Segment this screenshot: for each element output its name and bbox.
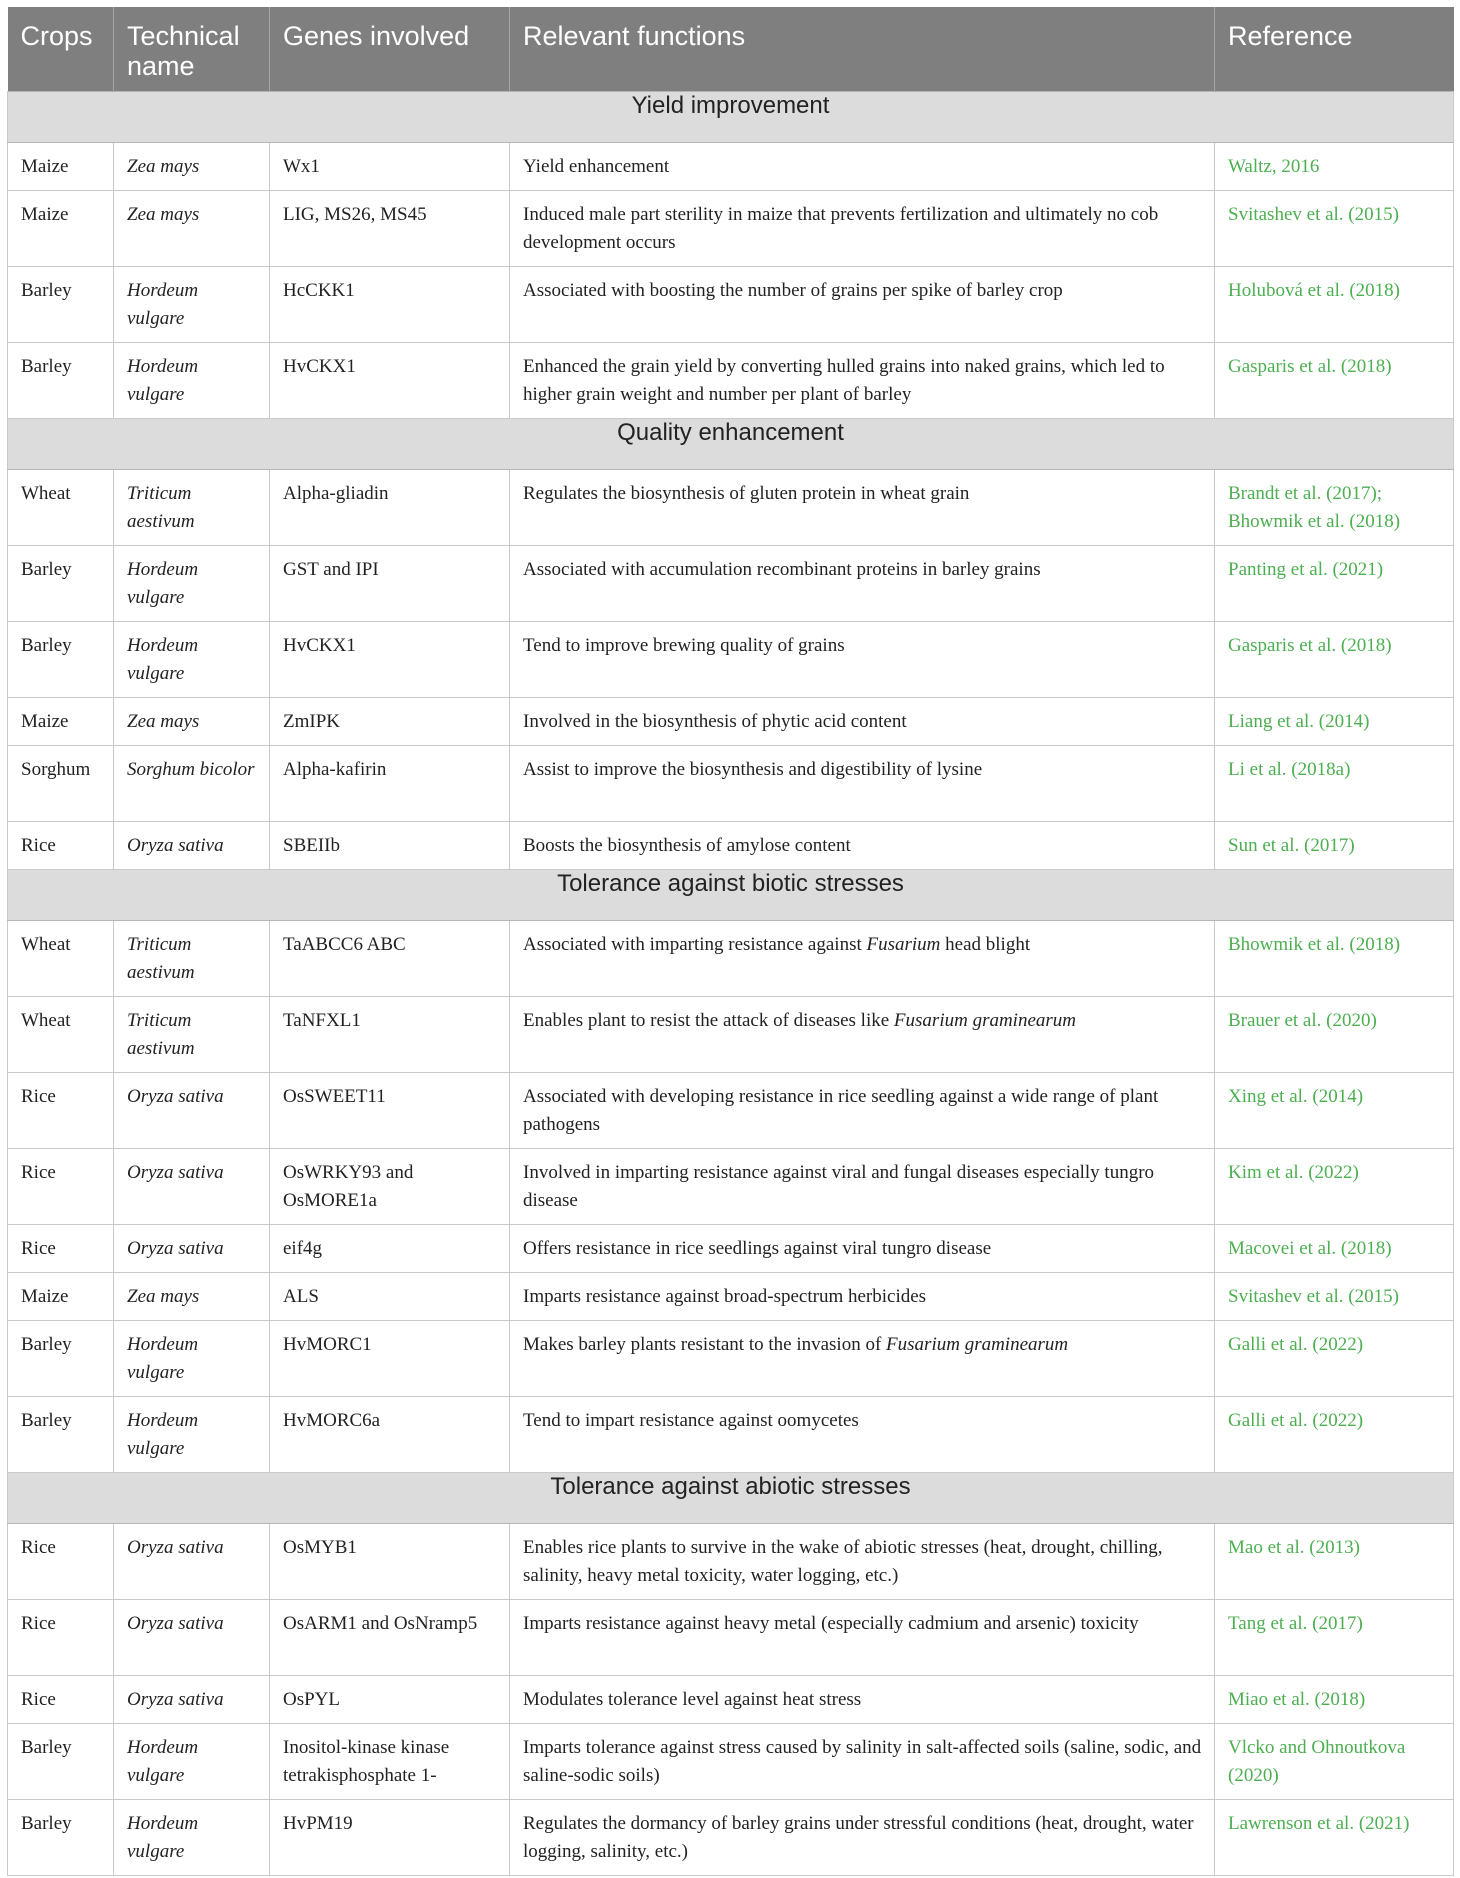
- table-row: [8, 343, 1454, 419]
- cell-crop: Rice: [8, 1600, 114, 1676]
- cell-reference-link[interactable]: Bhowmik et al. (2018): [1215, 921, 1454, 997]
- function-text: Makes barley plants resistant to the invasion of: [523, 1334, 887, 1355]
- cell-crop: Barley: [8, 622, 114, 698]
- cell-genes: HvPM19: [270, 1800, 510, 1876]
- cell-genes: HvCKX1: [270, 343, 510, 419]
- section-title: Tolerance against abiotic stresses: [8, 1473, 1454, 1524]
- cell-reference-link[interactable]: Galli et al. (2022): [1215, 1321, 1454, 1397]
- cell-function: Regulates the dormancy of barley grains under stressful conditions (heat, drought, water logging, salinity, etc.): [510, 1800, 1215, 1876]
- section-row: [8, 870, 1454, 921]
- table-row: [8, 1524, 1454, 1600]
- cell-genes: ZmIPK: [270, 698, 510, 746]
- table-row: [8, 1800, 1454, 1876]
- cell-technical-name: Oryza sativa: [114, 1225, 270, 1273]
- cell-function: Imparts resistance against heavy metal (especially cadmium and arsenic) toxicity: [510, 1600, 1215, 1676]
- cell-crop: Sorghum: [8, 746, 114, 822]
- cell-crop: Rice: [8, 1149, 114, 1225]
- cell-reference-link[interactable]: Vlcko and Ohnoutkova (2020): [1215, 1724, 1454, 1800]
- cell-technical-name: Hordeum vulgare: [114, 622, 270, 698]
- cell-genes: OsMYB1: [270, 1524, 510, 1600]
- cell-crop: Rice: [8, 822, 114, 870]
- cell-crop: Maize: [8, 698, 114, 746]
- cell-technical-name: Zea mays: [114, 1273, 270, 1321]
- cell-function: Associated with boosting the number of grains per spike of barley crop: [510, 267, 1215, 343]
- cell-technical-name: Hordeum vulgare: [114, 267, 270, 343]
- cell-reference-link[interactable]: Xing et al. (2014): [1215, 1073, 1454, 1149]
- cell-crop: Rice: [8, 1524, 114, 1600]
- cell-reference-link[interactable]: Brandt et al. (2017); Bhowmik et al. (2018): [1215, 470, 1454, 546]
- table-row: [8, 921, 1454, 997]
- cell-genes: eif4g: [270, 1225, 510, 1273]
- cell-reference-link[interactable]: Kim et al. (2022): [1215, 1149, 1454, 1225]
- cell-reference-link[interactable]: Miao et al. (2018): [1215, 1676, 1454, 1724]
- cell-reference-link[interactable]: Galli et al. (2022): [1215, 1397, 1454, 1473]
- cell-genes: LIG, MS26, MS45: [270, 191, 510, 267]
- table-row: [8, 470, 1454, 546]
- cell-genes: Alpha-kafirin: [270, 746, 510, 822]
- cell-genes: Alpha-gliadin: [270, 470, 510, 546]
- function-italic-text: Fusarium: [866, 934, 941, 955]
- cell-genes: Inositol-kinase kinase tetrakisphosphate 1-: [270, 1724, 510, 1800]
- cell-crop: Barley: [8, 267, 114, 343]
- section-row: [8, 1473, 1454, 1524]
- cell-crop: Barley: [8, 1321, 114, 1397]
- cell-function: Associated with accumulation recombinant proteins in barley grains: [510, 546, 1215, 622]
- header-row: [8, 7, 1454, 92]
- header-technical-name: Technical name: [114, 7, 270, 92]
- table-row: [8, 143, 1454, 191]
- cell-crop: Rice: [8, 1225, 114, 1273]
- cell-function: Imparts tolerance against stress caused by salinity in salt-affected soils (saline, sodic, and saline-sodic soils): [510, 1724, 1215, 1800]
- cell-reference-link[interactable]: Li et al. (2018a): [1215, 746, 1454, 822]
- table-row: [8, 1273, 1454, 1321]
- function-text: Enables plant to resist the attack of diseases like: [523, 1010, 894, 1031]
- cell-genes: HvMORC6a: [270, 1397, 510, 1473]
- cell-crop: Wheat: [8, 921, 114, 997]
- cell-genes: ALS: [270, 1273, 510, 1321]
- cell-function: Involved in imparting resistance against viral and fungal diseases especially tungro disease: [510, 1149, 1215, 1225]
- cell-function: [510, 921, 1215, 997]
- cell-technical-name: Hordeum vulgare: [114, 546, 270, 622]
- cell-reference-link[interactable]: Waltz, 2016: [1215, 143, 1454, 191]
- cell-reference-link[interactable]: Liang et al. (2014): [1215, 698, 1454, 746]
- cell-genes: GST and IPI: [270, 546, 510, 622]
- header-functions: Relevant functions: [510, 7, 1215, 92]
- cell-technical-name: Triticum aestivum: [114, 470, 270, 546]
- header-reference: Reference: [1215, 7, 1454, 92]
- cell-function: Induced male part sterility in maize that prevents fertilization and ultimately no cob development occurs: [510, 191, 1215, 267]
- table-row: [8, 1149, 1454, 1225]
- cell-function: Modulates tolerance level against heat stress: [510, 1676, 1215, 1724]
- cell-reference-link[interactable]: Gasparis et al. (2018): [1215, 343, 1454, 419]
- cell-reference-link[interactable]: Tang et al. (2017): [1215, 1600, 1454, 1676]
- table-row: [8, 1321, 1454, 1397]
- cell-crop: Maize: [8, 1273, 114, 1321]
- cell-technical-name: Oryza sativa: [114, 822, 270, 870]
- cell-crop: Rice: [8, 1676, 114, 1724]
- cell-function: [510, 997, 1215, 1073]
- table-row: [8, 1676, 1454, 1724]
- cell-genes: OsARM1 and OsNramp5: [270, 1600, 510, 1676]
- cell-crop: Barley: [8, 1724, 114, 1800]
- cell-reference-link[interactable]: Gasparis et al. (2018): [1215, 622, 1454, 698]
- cell-crop: Wheat: [8, 997, 114, 1073]
- function-italic-text: Fusarium graminearum: [893, 1010, 1077, 1031]
- function-text: head blight: [940, 934, 1031, 955]
- cell-technical-name: Oryza sativa: [114, 1149, 270, 1225]
- cell-function: Enables rice plants to survive in the wake of abiotic stresses (heat, drought, chilling, salinity, heavy metal toxicity, water logging, etc.): [510, 1524, 1215, 1600]
- cell-genes: SBEIIb: [270, 822, 510, 870]
- table-row: [8, 698, 1454, 746]
- header-crops: Crops: [8, 7, 114, 92]
- table-row: [8, 1724, 1454, 1800]
- section-title: Quality enhancement: [8, 419, 1454, 470]
- cell-reference-link[interactable]: Svitashev et al. (2015): [1215, 191, 1454, 267]
- cell-genes: HcCKK1: [270, 267, 510, 343]
- table-row: [8, 622, 1454, 698]
- function-italic-text: Fusarium graminearum: [886, 1334, 1069, 1355]
- section-title: Yield improvement: [8, 92, 1454, 143]
- cell-technical-name: Oryza sativa: [114, 1600, 270, 1676]
- cell-technical-name: Hordeum vulgare: [114, 1321, 270, 1397]
- cell-technical-name: Triticum aestivum: [114, 997, 270, 1073]
- cell-crop: Rice: [8, 1073, 114, 1149]
- cell-function: Tend to impart resistance against oomycetes: [510, 1397, 1215, 1473]
- cell-genes: OsSWEET11: [270, 1073, 510, 1149]
- section-row: [8, 419, 1454, 470]
- cell-genes: TaABCC6 ABC: [270, 921, 510, 997]
- cell-technical-name: Hordeum vulgare: [114, 1397, 270, 1473]
- cell-genes: Wx1: [270, 143, 510, 191]
- cell-technical-name: Zea mays: [114, 143, 270, 191]
- cell-reference-link[interactable]: Panting et al. (2021): [1215, 546, 1454, 622]
- table-row: [8, 1600, 1454, 1676]
- table-row: [8, 267, 1454, 343]
- cell-genes: HvMORC1: [270, 1321, 510, 1397]
- cell-technical-name: Sorghum bicolor: [114, 746, 270, 822]
- cell-function: Associated with developing resistance in rice seedling against a wide range of plant pathogens: [510, 1073, 1215, 1149]
- cell-technical-name: Triticum aestivum: [114, 921, 270, 997]
- cell-genes: OsWRKY93 and OsMORE1a: [270, 1149, 510, 1225]
- cell-technical-name: Oryza sativa: [114, 1073, 270, 1149]
- cell-function: Involved in the biosynthesis of phytic acid content: [510, 698, 1215, 746]
- cell-genes: TaNFXL1: [270, 997, 510, 1073]
- section-row: [8, 92, 1454, 143]
- cell-technical-name: Zea mays: [114, 191, 270, 267]
- cell-technical-name: Oryza sativa: [114, 1524, 270, 1600]
- cell-crop: Barley: [8, 1800, 114, 1876]
- header-genes: Genes involved: [270, 7, 510, 92]
- cell-function: Yield enhancement: [510, 143, 1215, 191]
- cell-crop: Barley: [8, 1397, 114, 1473]
- table-row: [8, 822, 1454, 870]
- cell-crop: Barley: [8, 343, 114, 419]
- table-row: [8, 546, 1454, 622]
- table-row: [8, 191, 1454, 267]
- table-row: [8, 746, 1454, 822]
- cell-function: Regulates the biosynthesis of gluten protein in wheat grain: [510, 470, 1215, 546]
- cell-crop: Maize: [8, 143, 114, 191]
- cell-technical-name: Oryza sativa: [114, 1676, 270, 1724]
- cell-crop: Barley: [8, 546, 114, 622]
- table-row: [8, 1397, 1454, 1473]
- cell-function: Enhanced the grain yield by converting hulled grains into naked grains, which led to higher grain weight and number per plant of barley: [510, 343, 1215, 419]
- cell-crop: Maize: [8, 191, 114, 267]
- cell-genes: OsPYL: [270, 1676, 510, 1724]
- cell-function: [510, 1321, 1215, 1397]
- cell-genes: HvCKX1: [270, 622, 510, 698]
- cell-reference-link[interactable]: Sun et al. (2017): [1215, 822, 1454, 870]
- table-row: [8, 997, 1454, 1073]
- cell-function: Tend to improve brewing quality of grains: [510, 622, 1215, 698]
- cell-reference-link[interactable]: Svitashev et al. (2015): [1215, 1273, 1454, 1321]
- cell-reference-link[interactable]: Mao et al. (2013): [1215, 1524, 1454, 1600]
- cell-reference-link[interactable]: Lawrenson et al. (2021): [1215, 1800, 1454, 1876]
- cell-function: Assist to improve the biosynthesis and digestibility of lysine: [510, 746, 1215, 822]
- table-row: [8, 1225, 1454, 1273]
- cell-function: Offers resistance in rice seedlings against viral tungro disease: [510, 1225, 1215, 1273]
- cell-crop: Wheat: [8, 470, 114, 546]
- cell-technical-name: Hordeum vulgare: [114, 343, 270, 419]
- cell-function: Imparts resistance against broad-spectrum herbicides: [510, 1273, 1215, 1321]
- cell-technical-name: Hordeum vulgare: [114, 1724, 270, 1800]
- cell-technical-name: Zea mays: [114, 698, 270, 746]
- section-title: Tolerance against biotic stresses: [8, 870, 1454, 921]
- gene-table: [7, 7, 1454, 1876]
- cell-reference-link[interactable]: Brauer et al. (2020): [1215, 997, 1454, 1073]
- table-row: [8, 1073, 1454, 1149]
- function-text: Associated with imparting resistance against: [523, 934, 867, 955]
- cell-function: Boosts the biosynthesis of amylose content: [510, 822, 1215, 870]
- cell-reference-link[interactable]: Holubová et al. (2018): [1215, 267, 1454, 343]
- cell-reference-link[interactable]: Macovei et al. (2018): [1215, 1225, 1454, 1273]
- cell-technical-name: Hordeum vulgare: [114, 1800, 270, 1876]
